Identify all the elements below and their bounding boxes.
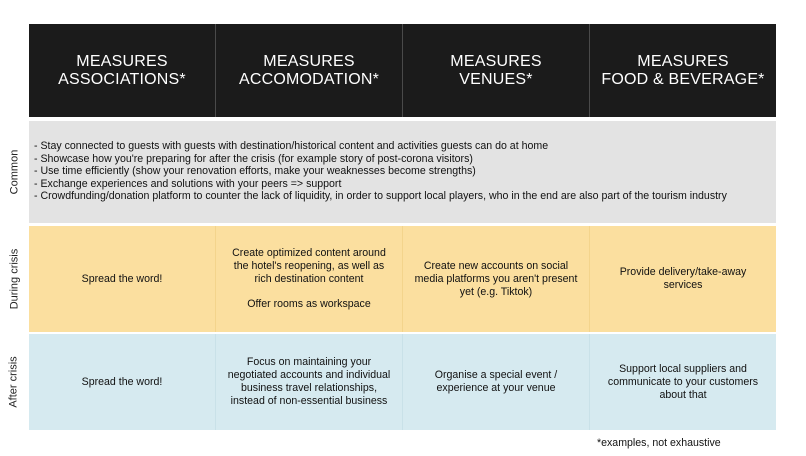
after-food-beverage-text: Support local suppliers and communicate to your customers about that (607, 362, 759, 401)
after-crisis-row (29, 334, 776, 430)
during-crisis-row (29, 226, 776, 332)
row-label-after-text: After crisis (8, 356, 20, 408)
during-food-beverage-cell (590, 226, 776, 332)
after-food-beverage-cell (590, 334, 776, 430)
header-venues-line2: VENUES* (459, 70, 533, 88)
during-associations-text: Spread the word! (81, 272, 163, 285)
after-venues-text: Organise a special event / experience at your venue (434, 369, 558, 394)
during-venues-text: Create new accounts on social media platforms you aren't present yet (e.g. Tiktok) (414, 259, 578, 298)
header-food-beverage-line2: FOOD & BEVERAGE* (601, 70, 765, 88)
footnote: *examples, not exhaustive (597, 437, 721, 449)
common-row (29, 121, 776, 223)
common-item: - Exchange experiences and solutions with your peers => support (34, 177, 342, 190)
header-associations (29, 24, 216, 117)
common-item: - Use time efficiently (show your renovation efforts, make your weaknesses become strengths) (34, 165, 476, 178)
header-accomodation (216, 24, 403, 117)
header-associations-line2: ASSOCIATIONS* (58, 70, 186, 88)
during-associations-cell (29, 226, 216, 332)
header-food-beverage-line1: MEASURES (637, 52, 729, 70)
header-associations-line1: MEASURES (76, 52, 168, 70)
during-accomodation-text: Create optimized content around the hotel's reopening, as well as rich destination content (232, 247, 386, 285)
common-item: - Crowdfunding/donation platform to counter the lack of liquidity, in order to support local players, who in the end are also part of the tourism industry (34, 190, 727, 203)
header-row (29, 24, 776, 117)
after-accomodation-text: Focus on maintaining your negotiated accounts and individual business travel relationships, instead of non-essential business (227, 356, 391, 407)
during-accomodation-cell (216, 226, 403, 332)
after-associations-cell (29, 334, 216, 430)
during-venues-cell (403, 226, 590, 332)
common-item: - Showcase how you're preparing for after the crisis (for example story of post-corona visitors) (34, 152, 473, 165)
during-food-beverage-text: Provide delivery/take-away services (619, 266, 747, 291)
header-food-beverage (590, 24, 776, 117)
common-item: - Stay connected to guests with guests with destination/historical content and activities guests can do at home (34, 140, 549, 152)
row-label-after (0, 334, 28, 430)
after-associations-text: Spread the word! (81, 375, 163, 388)
header-accomodation-line1: MEASURES (263, 52, 355, 70)
header-accomodation-line2: ACCOMODATION* (238, 70, 380, 88)
header-venues-line1: MEASURES (450, 52, 542, 70)
row-label-during-text: During crisis (8, 248, 21, 310)
during-accomodation-extra-text: Offer rooms as workspace (247, 298, 371, 310)
row-label-during (0, 226, 28, 332)
header-venues (403, 24, 590, 117)
after-venues-cell (403, 334, 590, 430)
row-label-common (0, 121, 28, 223)
after-accomodation-cell (216, 334, 403, 430)
row-label-common-text: Common (8, 149, 20, 195)
